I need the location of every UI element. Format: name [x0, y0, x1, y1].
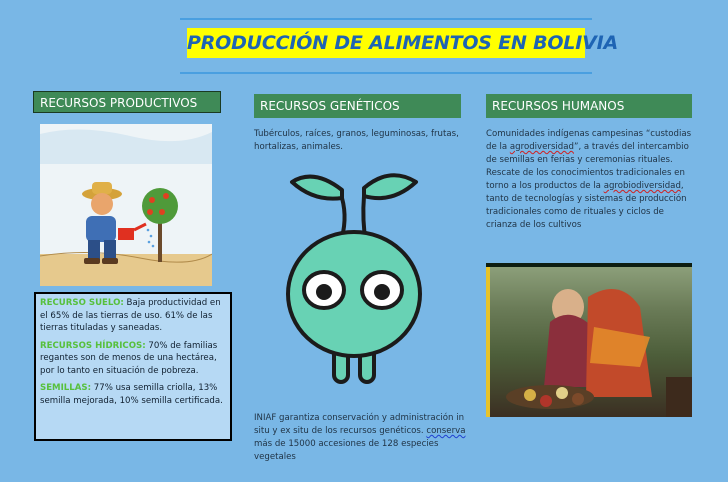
suelo-label: RECURSO SUELO:	[40, 298, 124, 308]
humanos-paragraph	[486, 128, 694, 232]
productivos-info-box	[34, 292, 232, 441]
geneticos-footer-b: más de 15000 accesiones de 128 especies vegetales	[254, 439, 439, 462]
bottom-rule	[180, 72, 592, 74]
agrodiversidad-word: agrodiversidad	[509, 142, 574, 152]
humanos-text-a: Comunidades indígenas campesinas “custodias de la	[486, 129, 692, 152]
suelo-text: Baja productividad en el 65% de las tierras de uso. 61% de las tierras tituladas y saneadas.	[40, 298, 221, 333]
ceremony-scene	[490, 267, 692, 417]
geneticos-footer	[254, 412, 468, 464]
hidricos-paragraph	[40, 340, 226, 378]
productivos-header: RECURSOS PRODUCTIVOS	[33, 91, 221, 113]
page-title: PRODUCCIÓN DE ALIMENTOS EN BOLIVIA	[187, 28, 585, 58]
seed-sprout-icon	[270, 168, 440, 388]
farmer-watering-plant-image	[40, 124, 212, 286]
geneticos-footer-a: INIAF garantiza conservación y administración in situ y ex situ de los recursos genéticos.	[254, 413, 465, 436]
ritual-ceremony-photo	[486, 263, 692, 417]
humanos-text-c: , tanto de tecnologías y sistemas de producción tradicionales como de rituales y ciclos de crianza de los cultivos	[486, 181, 687, 230]
humanos-text-b: ”, a través del intercambio de semillas en ferias y ceremonias rituales. Rescate de los conocimientos tradicionales en torno a los productos de la	[486, 142, 689, 191]
geneticos-footer-conserva: conserva	[426, 426, 466, 436]
semillas-paragraph	[40, 382, 226, 407]
suelo-paragraph	[40, 297, 226, 335]
farmer-illustration	[40, 124, 212, 286]
semillas-text: 77% usa semilla criolla, 13% semilla mejorada, 10% semilla certificada.	[40, 383, 223, 406]
top-rule	[180, 18, 592, 20]
agrobiodiversidad-word: agrobiodiversidad	[603, 181, 681, 191]
hidricos-label: RECURSOS HÍDRICOS:	[40, 340, 146, 351]
semillas-label: SEMILLAS:	[40, 383, 92, 393]
seed-character-illustration	[270, 168, 440, 388]
geneticos-intro: Tubérculos, raíces, granos, leguminosas, frutas, hortalizas, animales.	[254, 129, 459, 152]
humanos-header: RECURSOS HUMANOS	[486, 94, 692, 118]
geneticos-header: RECURSOS GENÉTICOS	[254, 94, 461, 118]
hidricos-text: 70% de familias regantes son de menos de una hectárea, por lo tanto en situación de pobreza.	[40, 340, 218, 376]
